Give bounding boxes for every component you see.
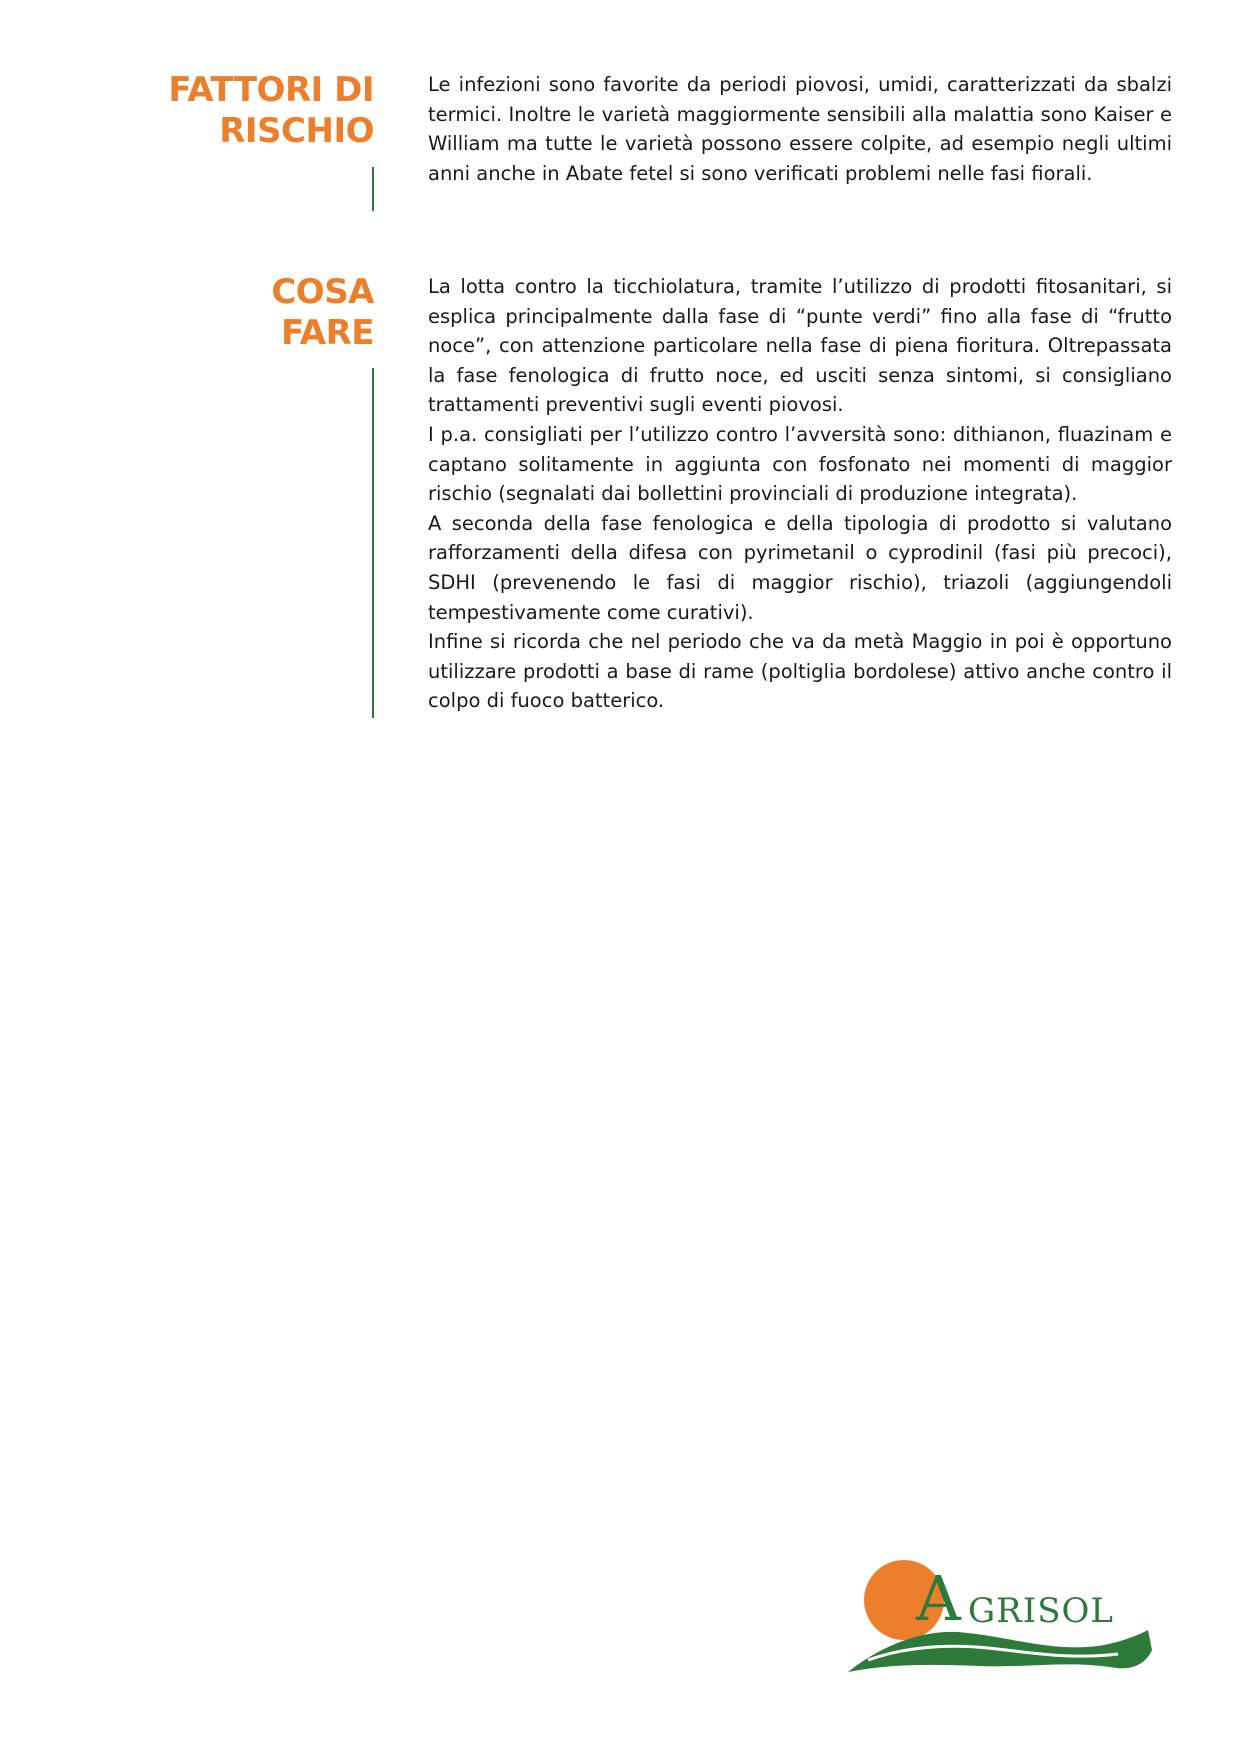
section-heading: COSA FARE: [271, 272, 374, 353]
logo-text-initial: A: [916, 1562, 961, 1635]
paragraph: I p.a. consigliati per l’utilizzo contro l’avversità sono: dithianon, fluazinam e captano solitamente in aggiunta con fosfonato nei momenti di maggior rischio (segnalati dai bollettini provinciali di produzione integrata).: [428, 422, 1172, 506]
body-column: [428, 272, 1172, 716]
paragraph: Infine si ricorda che nel periodo che va da metà Maggio in poi è opportuno utilizzare prodotti a base di rame (poltiglia bordolese) attivo anche contro il colpo di fuoco batterico.: [428, 630, 1172, 713]
section-heading: FATTORI DI RISCHIO: [168, 70, 374, 151]
body-column: [428, 70, 1172, 188]
body-text: [428, 70, 1172, 188]
heading-divider: [372, 368, 374, 718]
heading-column: [160, 272, 374, 354]
paragraph: Le infezioni sono favorite da periodi piovosi, umidi, caratterizzati da sbalzi termici. Inoltre le varietà maggiormente sensibili alla malattia sono Kaiser e William ma tutte le varietà possono essere colpite, ad esempio negli ultimi anni anche in Abate fetel si sono verificati problemi nelle fasi fiorali.: [428, 73, 1172, 185]
paragraph: A seconda della fase fenologica e della tipologia di prodotto si valutano rafforzamenti della difesa con pyrimetanil o cyprodinil (fasi più precoci), SDHI (prevenendo le fasi di maggior rischio), triazoli (aggiungendoli tempestivamente come curativi).: [428, 511, 1172, 624]
agrisol-logo: [848, 1560, 1158, 1680]
heading-column: [160, 70, 374, 152]
paragraph: La lotta contro la ticchiolatura, tramite l’utilizzo di prodotti fitosanitari, si esplica principalmente dalla fase di “punte verdi” fino alla fase di “frutto noce”, con attenzione particolare nella fase di piena fioritura. Oltrepassata la fase fenologica di frutto noce, ed usciti senza sintomi, si consigliano trattamenti preventivi sugli eventi piovosi.: [428, 275, 1172, 417]
body-text: [428, 272, 1172, 716]
logo-text-rest: GRISOL: [968, 1591, 1114, 1631]
heading-divider: [372, 167, 374, 211]
